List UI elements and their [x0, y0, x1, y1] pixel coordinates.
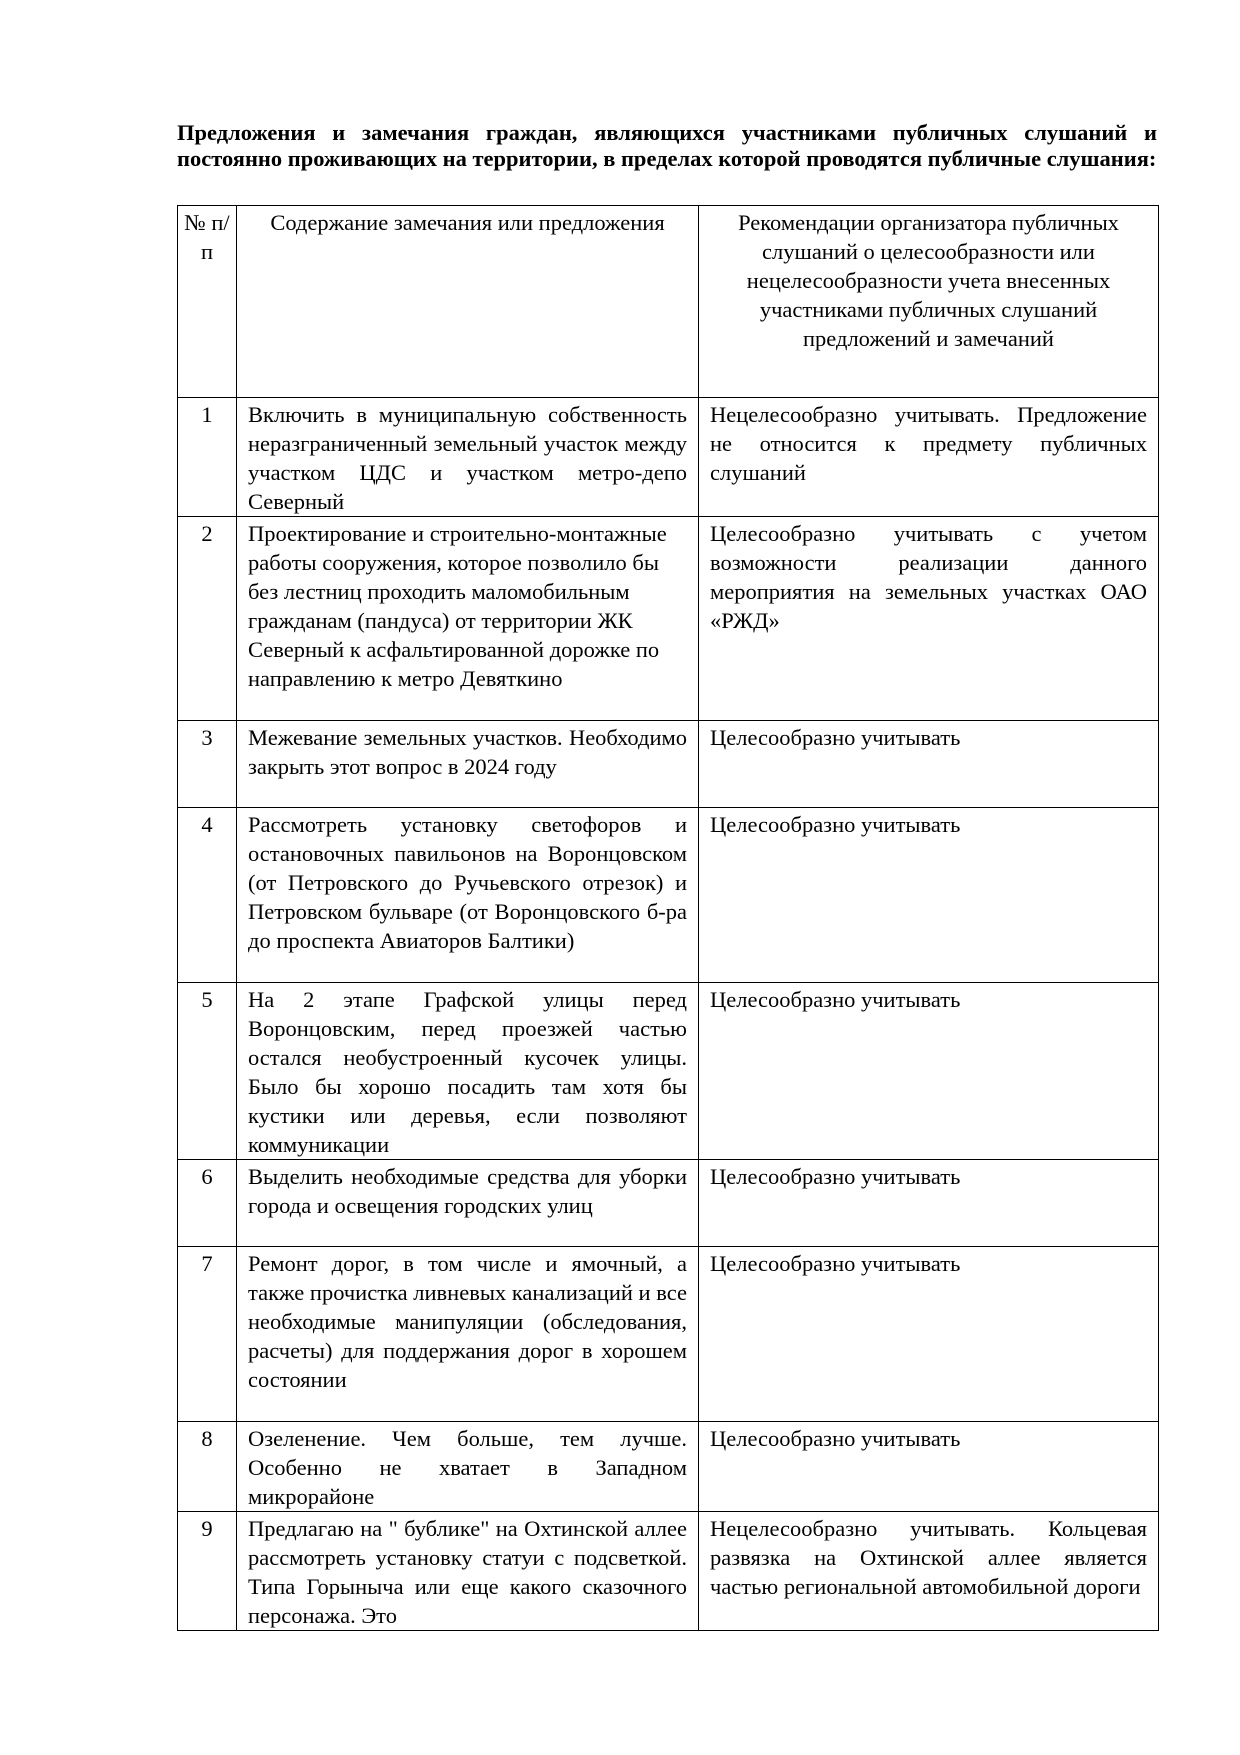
row-content: Проектирование и строительно-монтажные работы сооружения, которое позволило бы без лестниц проходить маломобильным гражданам (пандуса) от территории ЖК Северный к асфальтированной дорожке по направлению к метро Девяткино: [237, 517, 699, 721]
row-num: 9: [178, 1512, 237, 1631]
row-content: Ремонт дорог, в том числе и ямочный, а также прочистка ливневых канализаций и все необходимые манипуляции (обследования, расчеты) для поддержания дорог в хорошем состоянии: [237, 1247, 699, 1422]
document-heading: Предложения и замечания граждан, являющихся участниками публичных слушаний и постоянно проживающих на территории, в пределах которой проводятся публичные слушания:: [177, 120, 1157, 171]
row-num: 7: [178, 1247, 237, 1422]
row-recommendation: Целесообразно учитывать: [699, 721, 1159, 808]
row-content: Рассмотреть установку светофоров и остановочных павильонов на Воронцовском (от Петровского до Ручьевского отрезок) и Петровском бульваре (от Воронцовского б-ра до проспекта Авиаторов Балтики): [237, 808, 699, 983]
table-row: [178, 517, 1159, 721]
table-row: [178, 398, 1159, 517]
header-content: [237, 206, 699, 398]
row-recommendation: Целесообразно учитывать: [699, 1422, 1159, 1512]
table-row: [178, 721, 1159, 808]
row-content: Озеленение. Чем больше, тем лучше. Особенно не хватает в Западном микрорайоне: [237, 1422, 699, 1512]
row-recommendation: Целесообразно учитывать: [699, 1247, 1159, 1422]
row-recommendation: Нецелесообразно учитывать. Предложение не относится к предмету публичных слушаний: [699, 398, 1159, 517]
header-recommendation-label: Рекомендации организатора публичных слушаний о целесообразности или нецелесообразности учета внесенных участниками публичных слушаний предложений и замечаний: [738, 210, 1119, 351]
row-num: 8: [178, 1422, 237, 1512]
table-row: [178, 1160, 1159, 1247]
row-num: 2: [178, 517, 237, 721]
row-recommendation: Целесообразно учитывать с учетом возможности реализации данного мероприятия на земельных участках ОАО «РЖД»: [699, 517, 1159, 721]
row-num: 1: [178, 398, 237, 517]
row-content: Выделить необходимые средства для уборки города и освещения городских улиц: [237, 1160, 699, 1247]
row-recommendation: Целесообразно учитывать: [699, 1160, 1159, 1247]
table-header-row: [178, 206, 1159, 398]
row-content: На 2 этапе Графской улицы перед Воронцовским, перед проезжей частью остался необустроенный кусочек улицы. Было бы хорошо посадить там хотя бы кустики или деревья, если позволяют коммуникации: [237, 983, 699, 1160]
table-row: [178, 808, 1159, 983]
row-num: 6: [178, 1160, 237, 1247]
header-recommendation: [699, 206, 1159, 398]
header-num: [178, 206, 237, 398]
header-content-label: Содержание замечания или предложения: [270, 210, 665, 235]
row-recommendation: Нецелесообразно учитывать. Кольцевая развязка на Охтинской аллее является частью региональной автомобильной дороги: [699, 1512, 1159, 1631]
row-recommendation: Целесообразно учитывать: [699, 808, 1159, 983]
table-row: [178, 983, 1159, 1160]
row-recommendation: Целесообразно учитывать: [699, 983, 1159, 1160]
remarks-table: [177, 205, 1159, 1631]
table-row: [178, 1512, 1159, 1631]
table-row: [178, 1247, 1159, 1422]
table-row: [178, 1422, 1159, 1512]
row-content: Межевание земельных участков. Необходимо закрыть этот вопрос в 2024 году: [237, 721, 699, 808]
row-num: 3: [178, 721, 237, 808]
row-content: Предлагаю на " бублике" на Охтинской аллее рассмотреть установку статуи с подсветкой. Типа Горыныча или еще какого сказочного персонажа. Это: [237, 1512, 699, 1631]
row-num: 4: [178, 808, 237, 983]
header-num-label: № п/п: [184, 210, 230, 264]
row-num: 5: [178, 983, 237, 1160]
row-content: Включить в муниципальную собственность неразграниченный земельный участок между участком ЦДС и участком метро-депо Северный: [237, 398, 699, 517]
